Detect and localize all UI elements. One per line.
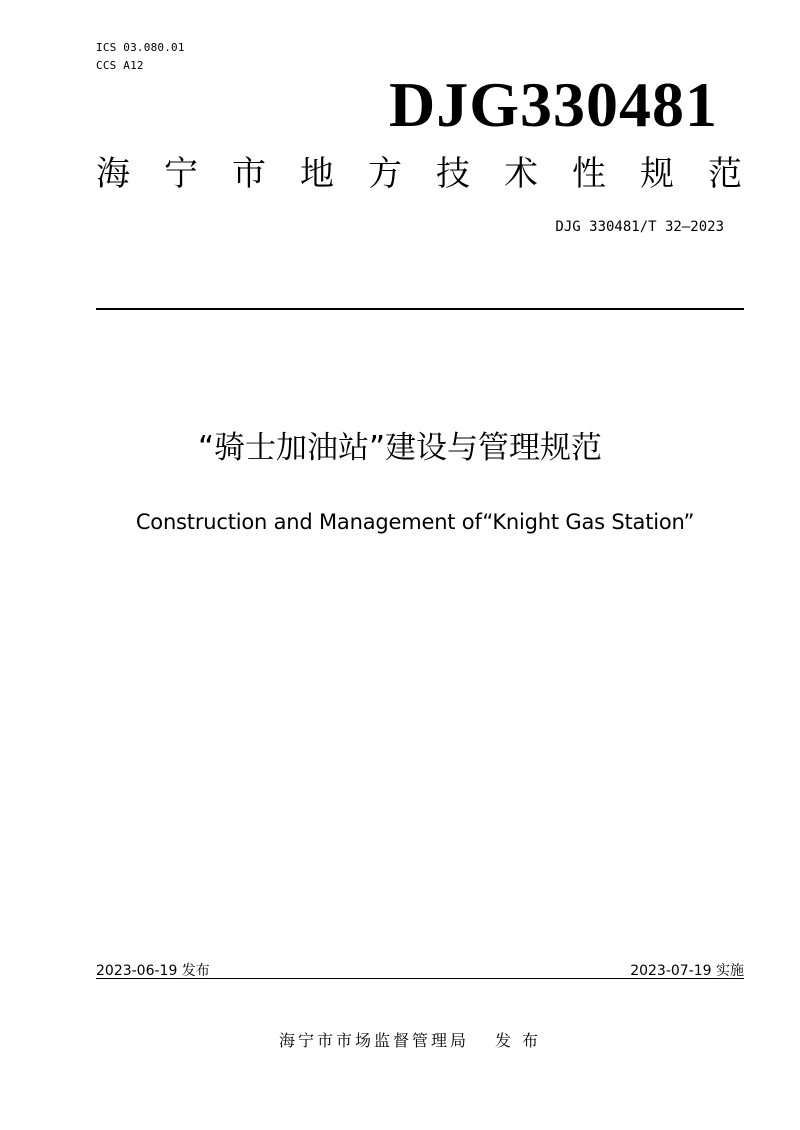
publish-date: 2023-06-19 发布 xyxy=(96,963,210,979)
standard-type-char: 地 xyxy=(300,154,334,194)
ics-code: ICS 03.080.01 xyxy=(96,41,185,54)
standard-type-char: 术 xyxy=(504,154,538,194)
standard-type-char: 海 xyxy=(96,154,130,194)
document-title-chinese: “骑士加油站”建设与管理规范 xyxy=(197,430,603,466)
standard-type-char: 范 xyxy=(708,154,742,194)
implement-date: 2023-07-19 实施 xyxy=(630,963,744,979)
standard-type-char: 市 xyxy=(232,154,266,194)
standard-type-char: 规 xyxy=(640,154,674,194)
standard-type-char: 方 xyxy=(368,154,402,194)
standard-code-large: DJG330481 xyxy=(389,69,718,140)
ccs-code: CCS A12 xyxy=(96,59,144,72)
issuer-name: 海宁市市场监督管理局 xyxy=(278,1031,469,1050)
standard-type-char: 技 xyxy=(436,154,470,194)
standard-type-heading xyxy=(96,152,742,196)
issuer-line xyxy=(0,1031,800,1051)
document-title-english: Construction and Management of“Knight Gas Station” xyxy=(135,510,695,534)
footer-divider xyxy=(96,978,744,979)
standard-type-char: 宁 xyxy=(164,154,198,194)
header-divider xyxy=(96,308,744,310)
issuer-action: 发 布 xyxy=(494,1031,542,1050)
standard-number: DJG 330481/T 32—2023 xyxy=(555,219,724,235)
standard-type-char: 性 xyxy=(572,154,606,194)
